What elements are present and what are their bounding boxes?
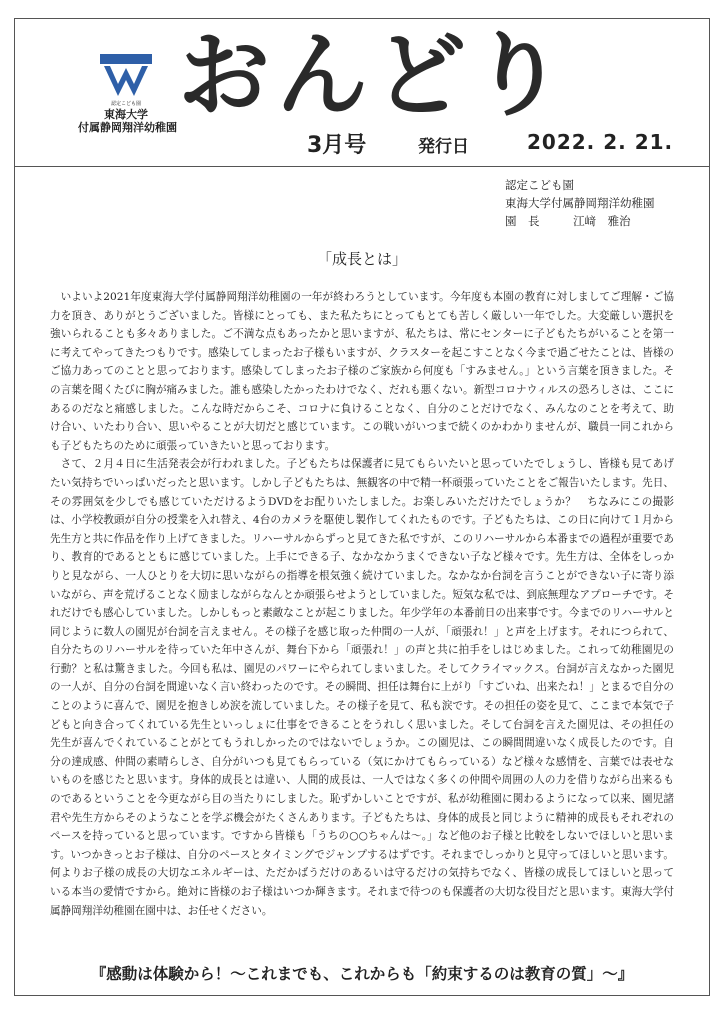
- article-body: [50, 288, 674, 920]
- issue-date-label: 発行日: [418, 137, 469, 157]
- sender-name: 江﨑 雅治: [573, 214, 631, 228]
- article-paragraph-2: さて、２月４日に生活発表会が行われました。子どもたちは保護者に見てもらいたいと思っていたでしょうし、皆様も見てあげたい気持ちでいっぱいだったと思います。しかし子どもたちは、無観客の中で精一杯頑張っていたことをご報告いたします。先日、その雰囲気を少しでも感じていただけるようDVDをお配りいたしました。お楽しみいただけたでしょうか？ ちなみにこの撮影は、小学校教頭が自分の授業を入れ替え、4台のカメラを駆使し製作してくれたものです。子どもたちは、この日に向けて１月から先生方と共に作品を作り上げてきました。リハーサルからずっと見てきた私ですが、このリハーサルから本番までの過程が重要であり、教育的であるとともに感じていました。上手にできる子、なかなかうまくできない子など様々です。先生方は、全体をしっかりと見ながら、一人ひとりを大切に思いながらの指導を根気強く続けていました。なかなか台詞を言うことができない子に寄り添いながら、声を荒げることなく励ましながらなんとか頑張らせようとしていました。短気な私では、到底無理なアプローチです。それだけでも感心していました。しかしもっと素敵なことが起こりました。年少学年の本番前日の出来事です。今までのリハーサルと同じように数人の園児が台詞を言えません。その様子を感じ取った仲間の一人が、「頑張れ！」と声を上げます。それにつられて、自分たちのリハーサルを待っていた年中さんが、舞台下から「頑張れ！」の声と共に拍手をしはじめました。これって幼稚園児の行動？と私は驚きました。今回も私は、園児のパワーにやられてしまいました。そしてクライマックス。台詞が言えなかった園児の一人が、自分の台詞を間違いなく言い終わったのです。その瞬間、担任は舞台に上がり「すごいね、出来たね！」とまるで自分のことのように喜んで、園児を抱きしめ涙を流していました。その様子を見て、私も涙です。その担任の姿を見て、ここまで本気で子どもと向き合ってくれている先生といっしょに仕事をできることをうれしく思いました。そして台詞を言えた園児は、その担任の先生が喜んでくれていることがとてもうれしかったのではないでしょうか。この園児は、この瞬間間違いなく成長したのです。自分の達成感、仲間の素晴らしさ、自分がいつも見てもらっている（気にかけてもらっている）など様々な感情を、言葉では表せないものを感じたと思います。身体的成長とは違い、人間的成長は、一人ではなく多くの仲間や周囲の人の力を借りながら出来るものであるということを今更ながら目の当たりにしました。恥ずかしいことですが、私が幼稚園に関わるようになって以来、園児諸君や先生方からそのようなことを学ぶ機会がたくさんあります。子どもたちは、身体的成長と同じように精神的成長もそれぞれのペースを持っていると思っています。ですから皆様も「うちの○○ちゃんは～。」など他のお子様と比較をしないでほしいと思います。いつかきっとお子様は、自分のペースとタイミングでジャンプするはずです。それまでしっかりと見守ってほしいと思います。何よりお子様の成長の大切なエネルギーは、ただかばうだけのあるいは守るだけの気持ちでなく、皆様の成長してほしいと思っている本当の愛情ですから。絶対に皆様のお子様はいつか輝きます。それまで待つのも保護者の大切な役目だと思います。東海大学付属静岡翔洋幼稚園在園中は、お任せください。: [50, 458, 674, 917]
- school-logo: [78, 52, 177, 134]
- logo-text-kindergarten: 付属静岡翔洋幼稚園: [78, 121, 177, 134]
- issue-date: 2022. 2. 21.: [527, 130, 674, 154]
- sender-line-2: 東海大学付属静岡翔洋幼稚園: [505, 196, 655, 210]
- logo-text-kodomoen: 認定こども園: [110, 101, 141, 107]
- issue-month: 3月号: [307, 133, 367, 158]
- article-title: 「成長とは」: [316, 250, 407, 268]
- logo-text-university: 東海大学: [104, 108, 148, 121]
- sender-line-3: [505, 212, 655, 230]
- sender-line-1: 認定こども園: [505, 178, 574, 192]
- header-divider: [14, 166, 710, 167]
- school-emblem-icon: [98, 52, 154, 98]
- sender-role: 園 長: [505, 214, 540, 228]
- sender-block: [505, 176, 655, 230]
- footer-slogan: 『感動は体験から！～これまでも、これからも「約束するのは教育の質」～』: [90, 965, 634, 983]
- newsletter-title: おんどり: [178, 22, 571, 129]
- article-paragraph-1: いよいよ2021年度東海大学付属静岡翔洋幼稚園の一年が終わろうとしています。今年度も本園の教育に対しましてご理解・ご協力を頂き、ありがとうございました。皆様にとっても、また私たちにとってもとても苦しく厳しい一年でした。大変厳しい選択を強いられることも多々ありました。ご不満な点もあったかと思いますが、私たちは、常にセンターに子どもたちがいることを第一に考えてやってきたつもりです。感染してしまったお子様もいますが、クラスターを起こすことなく今まで過ごせたことは、皆様のご協力あってのことと思っております。感染してしまったお子様のご家族から何度も「すみません。」という言葉を頂きました。その言葉を聞くたびに胸が痛みました。誰も感染したかったわけでなく、だれも悪くない。新型コロナウィルスの恐ろしさは、ここにあるのだなと痛感しました。こんな時だからこそ、コロナに負けることなく、自分のことだけでなく、みんなのことを考えて、助け合い、いたわり合い、思いやることが大切だと感じています。この戦いがいつまで続くのかわかりませんが、職員一同これからも子どもたちのために頑張っていきたいと思っております。: [50, 291, 674, 452]
